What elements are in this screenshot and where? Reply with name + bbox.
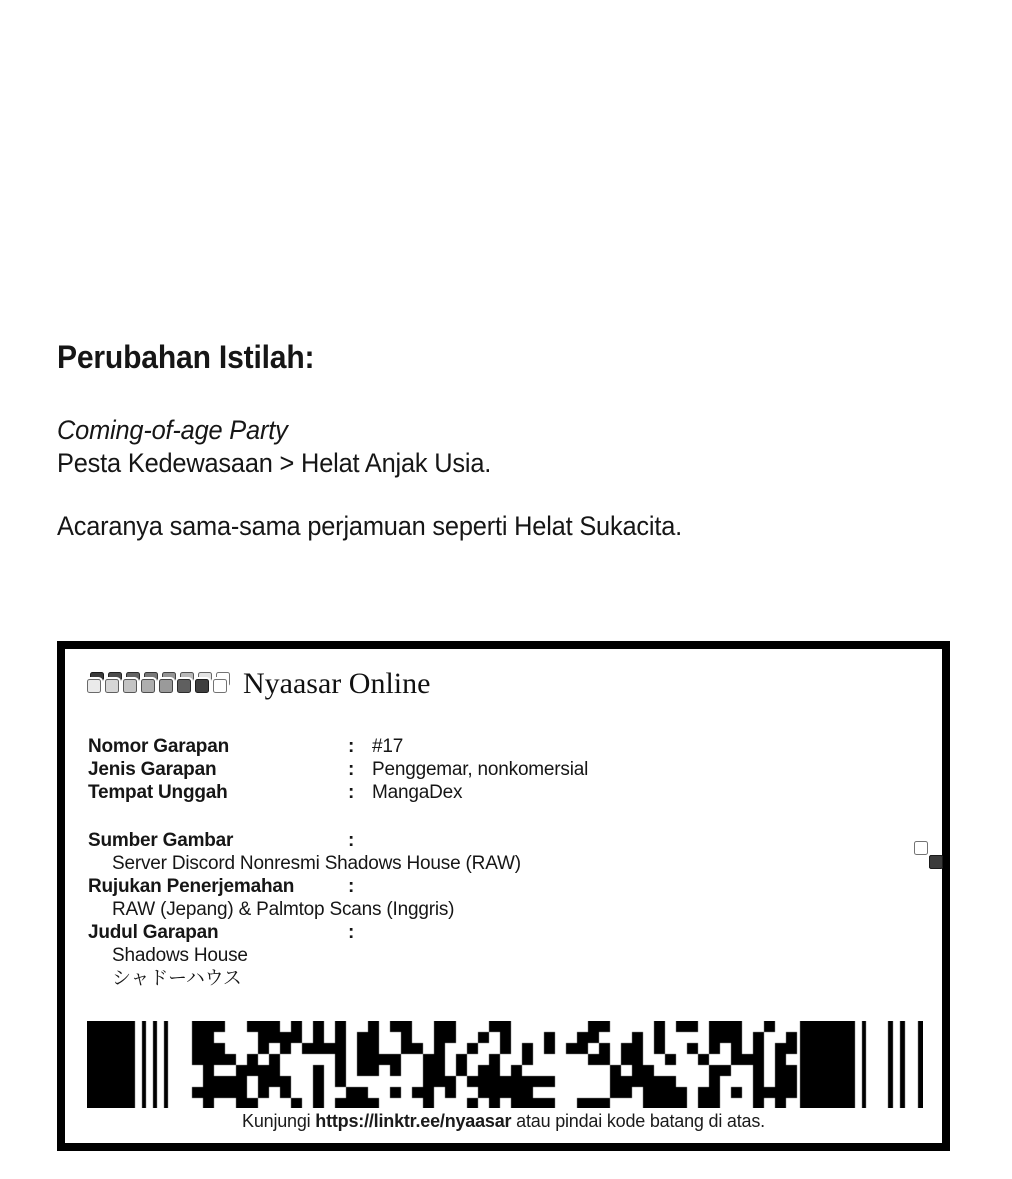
field-row: [88, 735, 588, 758]
field-group-inline: [88, 735, 588, 804]
field-colon: :: [348, 830, 355, 851]
field-group-multiline: [88, 829, 521, 990]
field-value: MangaDex: [372, 782, 463, 803]
layers-icon: [87, 672, 105, 694]
field-label: Judul Garapan: [88, 922, 219, 943]
layers-icon: [105, 672, 123, 694]
logo-row: [87, 668, 430, 700]
layers-icon: [141, 672, 159, 694]
layers-icon: [123, 672, 141, 694]
field-value-line: RAW (Jepang) & Palmtop Scans (Inggris): [112, 899, 455, 920]
field-label: Jenis Garapan: [88, 759, 217, 780]
field-value-line: Server Discord Nonresmi Shadows House (RAW): [112, 853, 521, 874]
field-value: Penggemar, nonkomersial: [372, 759, 589, 780]
note-heading: Perubahan Istilah:: [57, 339, 315, 375]
term-original: Coming-of-age Party: [57, 415, 288, 445]
barcode-caption: [65, 1111, 942, 1132]
layers-icon: [195, 672, 213, 694]
field-value-line-japanese: シャドーハウス: [112, 968, 242, 989]
field-colon: :: [348, 782, 355, 803]
field-label: Nomor Garapan: [88, 736, 229, 757]
barcode: [87, 1021, 923, 1108]
field-colon: :: [348, 922, 355, 943]
field-row: [88, 875, 521, 898]
note-comment: Acaranya sama-sama perjamuan seperti Helat Sukacita.: [57, 511, 683, 541]
field-label: Tempat Unggah: [88, 782, 228, 803]
layers-icon: [159, 672, 177, 694]
field-value-line: Shadows House: [112, 945, 248, 966]
credits-box: [57, 641, 950, 1151]
field-label: Sumber Gambar: [88, 830, 234, 851]
layers-icon: [177, 672, 195, 694]
layers-icon: [213, 672, 231, 694]
field-row: [88, 781, 588, 804]
caption-suffix: atau pindai kode batang di atas.: [511, 1111, 765, 1131]
translator-note: [57, 341, 790, 543]
caption-link: https://linktr.ee/nyaasar: [315, 1111, 512, 1131]
logo-icons: [87, 672, 231, 694]
caption-prefix: Kunjungi: [242, 1111, 316, 1131]
field-colon: :: [348, 759, 355, 780]
brand-name: Nyaasar Online: [243, 667, 431, 700]
field-row: [88, 829, 521, 852]
field-value: #17: [372, 736, 404, 757]
field-row: [88, 921, 521, 944]
field-colon: :: [348, 736, 355, 757]
field-label: Rujukan Penerjemahan: [88, 876, 295, 897]
field-row: [88, 758, 588, 781]
field-colon: :: [348, 876, 355, 897]
term-change: Pesta Kedewasaan > Helat Anjak Usia.: [57, 448, 492, 478]
